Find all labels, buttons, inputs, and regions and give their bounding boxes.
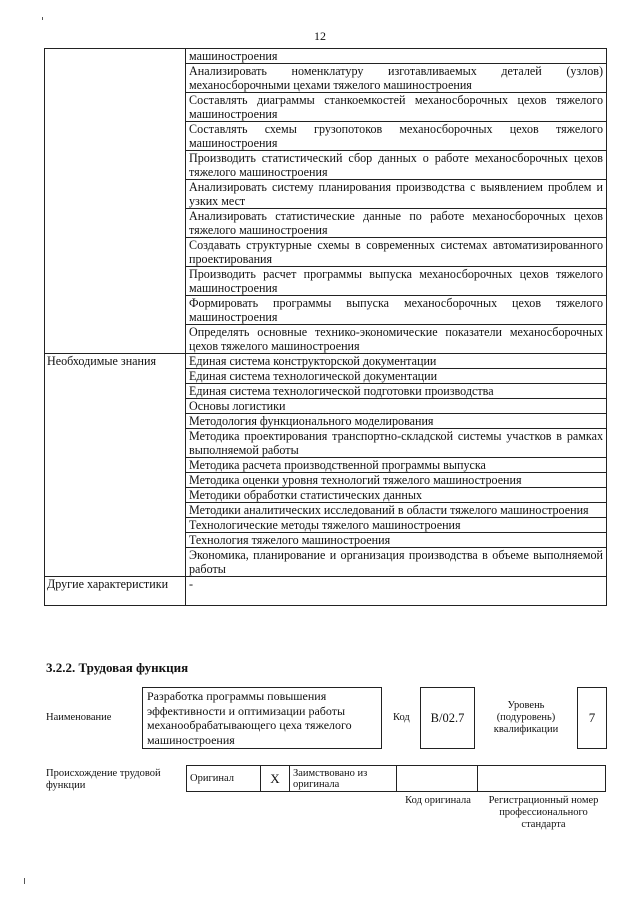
origin-borrowed-label: Заимствовано из оригинала	[290, 766, 397, 792]
table-row	[45, 354, 607, 369]
requirements-table	[44, 48, 607, 606]
skill-item: Создавать структурные схемы в современных системах автоматизированного проектирования	[186, 238, 607, 267]
scan-mark	[24, 878, 25, 884]
origin-original-mark: X	[261, 766, 290, 792]
table-row	[45, 49, 607, 64]
function-name-label: Наименование	[46, 712, 112, 723]
function-code-value: B/02.7	[420, 687, 475, 749]
other-characteristics-label: Другие характеристики	[45, 577, 186, 606]
knowledge-item: Методология функционального моделирования	[186, 414, 607, 429]
knowledge-item: Методики аналитических исследований в области тяжелого машиностроения	[186, 503, 607, 518]
knowledge-item: Единая система технологической подготовки производства	[186, 384, 607, 399]
knowledge-item: Методики обработки статистических данных	[186, 488, 607, 503]
skill-item: Анализировать статистические данные по работе механосборочных цехов тяжелого машиностроения	[186, 209, 607, 238]
knowledge-label: Необходимые знания	[45, 354, 186, 577]
skill-item: Формировать программы выпуска механосборочных цехов тяжелого машиностроения	[186, 296, 607, 325]
skills-label-cell	[45, 49, 186, 354]
knowledge-item: Методика проектирования транспортно-складской системы участков в рамках выполняемой работы	[186, 429, 607, 458]
origin-original-label: Оригинал	[187, 766, 261, 792]
origin-reg-cell	[478, 766, 606, 792]
knowledge-item: Технологические методы тяжелого машиностроения	[186, 518, 607, 533]
skill-item: Составлять схемы грузопотоков механосборочных цехов тяжелого машиностроения	[186, 122, 607, 151]
origin-label: Происхождение трудовой функции	[46, 768, 161, 791]
section-heading: 3.2.2. Трудовая функция	[46, 660, 189, 675]
knowledge-item: Технология тяжелого машиностроения	[186, 533, 607, 548]
knowledge-item: Методика оценки уровня технологий тяжелого машиностроения	[186, 473, 607, 488]
origin-code-caption: Код оригинала	[405, 795, 471, 806]
knowledge-item: Основы логистики	[186, 399, 607, 414]
function-code-label: Код	[393, 712, 410, 723]
page-number: 12	[314, 29, 326, 43]
skill-item: Анализировать номенклатуру изготавливаемых деталей (узлов) механосборочными цехами тяжелого машиностроения	[186, 64, 607, 93]
qualification-level-value: 7	[577, 687, 607, 749]
origin-reg-caption: Регистрационный номер профессионального стандарта	[488, 795, 599, 830]
skill-item: Производить статистический сбор данных о работе механосборочных цехов тяжелого машиностроения	[186, 151, 607, 180]
skill-item: Анализировать систему планирования производства с выявлением проблем и узких мест	[186, 180, 607, 209]
scan-mark	[42, 17, 43, 20]
table-row	[45, 577, 607, 606]
skill-item: Составлять диаграммы станкоемкостей механосборочных цехов тяжелого машиностроения	[186, 93, 607, 122]
knowledge-item: Единая система конструкторской документации	[186, 354, 607, 369]
qualification-level-label: Уровень (подуровень) квалификации	[493, 700, 559, 735]
skill-item: Определять основные технико-экономические показатели механосборочных цехов тяжелого машиностроения	[186, 325, 607, 354]
table-cell: машиностроения	[186, 49, 607, 64]
origin-code-cell	[397, 766, 478, 792]
knowledge-item: Единая система технологической документации	[186, 369, 607, 384]
origin-table	[186, 765, 606, 792]
table-row	[187, 766, 606, 792]
knowledge-item: Методика расчета производственной программы выпуска	[186, 458, 607, 473]
function-name-value: Разработка программы повышения эффективности и оптимизации работы механообрабатывающего цеха тяжелого машиностроения	[142, 687, 382, 749]
skill-item: Производить расчет программы выпуска механосборочных цехов тяжелого машиностроения	[186, 267, 607, 296]
other-characteristics-value: -	[186, 577, 607, 606]
knowledge-item: Экономика, планирование и организация производства в объеме выполняемой работы	[186, 548, 607, 577]
